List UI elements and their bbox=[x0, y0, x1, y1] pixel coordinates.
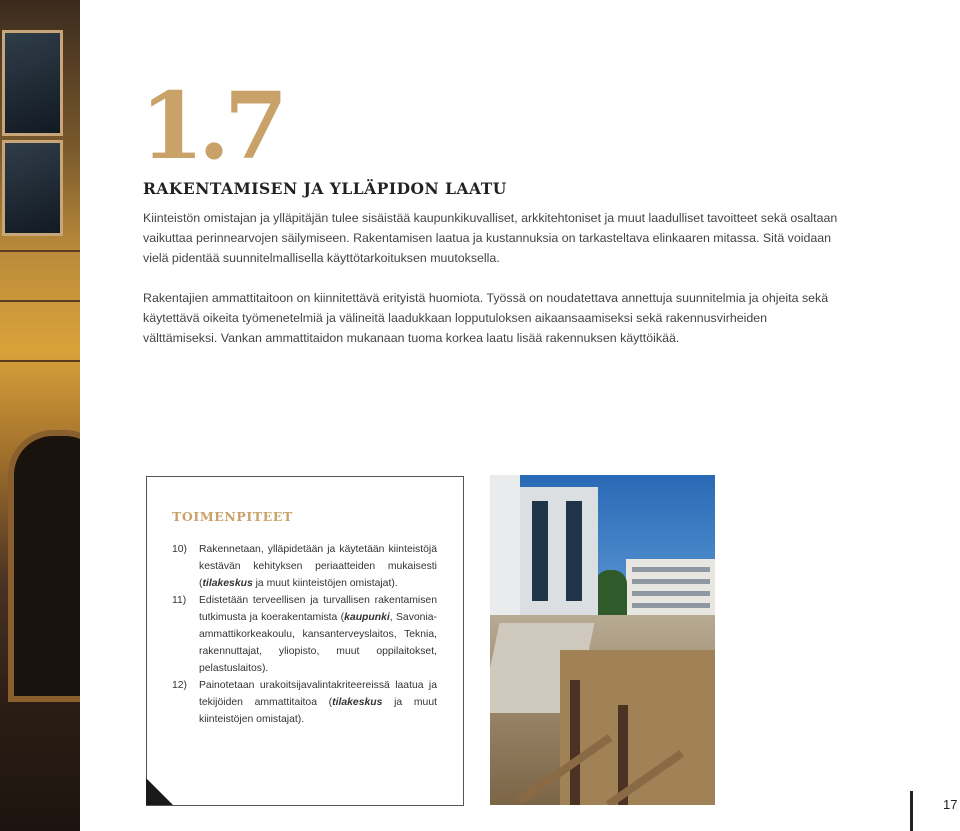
page-number: 17 bbox=[943, 797, 958, 812]
chapter-title: RAKENTAMISEN JA YLLÄPIDON LAATU bbox=[143, 179, 507, 198]
folded-corner bbox=[146, 778, 173, 805]
measure-item-12: 12) Painotetaan urakoitsijavalintakriteereissä laatua ja tekijöiden ammattitaitoa (tilakeskus ja muut kiinteistöjen omistajat). bbox=[172, 677, 437, 728]
chapter-number: 1.7 bbox=[140, 72, 283, 180]
measure-number: 11) bbox=[172, 595, 187, 606]
body-paragraph-2: Rakentajien ammattitaitoon on kiinnitettävä erityistä huomiota. Työssä on noudatettava annettuja suunnitelmia ja ohjeita sekä käytettävä oikeita työmenetelmiä ja välineitä laadukkaan lopputuloksen aikaansaamiseksi sekä rakennusvirheiden välttämiseksi. Vankan ammattitaidon mukanaan tuoma korkea laatu lisää rakennuksen käyttöikää. bbox=[143, 291, 829, 345]
measure-number: 10) bbox=[172, 544, 188, 555]
body-paragraph-1: Kiinteistön omistajan ja ylläpitäjän tulee sisäistää kaupunkikuvalliset, arkkitehtoniset ja muut laadulliset tavoitteet sekä osaltaan vaikuttaa perinnearvojen säilymiseen. Rakentamisen laatua ja kustannuksia on tarkasteltava elinkaaren mitassa. Sitä voidaan vielä pidentää suunnitelmallisella käyttötarkoituksen muutoksella. bbox=[143, 211, 838, 265]
responsible-party: tilakeskus bbox=[202, 578, 253, 589]
measure-item-10: 10) Rakennetaan, ylläpidetään ja käytetään kiinteistöjä kestävän kehityksen periaatteiden mukaisesti (tilakeskus ja muut kiinteistöjen omistajat). bbox=[172, 541, 437, 592]
measures-list bbox=[172, 541, 437, 728]
construction-site-photo bbox=[490, 475, 715, 805]
building-facade-photo bbox=[0, 0, 80, 831]
measure-item-11: 11) Edistetään terveellisen ja turvallisen rakentamisen tutkimusta ja koerakentamista (kaupunki, Savonia-ammattikorkeakoulu, kansanterveyslaitos, Teknia, rakennuttajat, yliopisto, muut oppilaitokset, pelastuslaitos). bbox=[172, 592, 437, 677]
responsible-party: kaupunki bbox=[344, 612, 390, 623]
measures-title: TOIMENPITEET bbox=[172, 509, 293, 524]
page-number-rule bbox=[910, 791, 913, 831]
measure-number: 12) bbox=[172, 680, 188, 691]
responsible-party: tilakeskus bbox=[332, 697, 383, 708]
